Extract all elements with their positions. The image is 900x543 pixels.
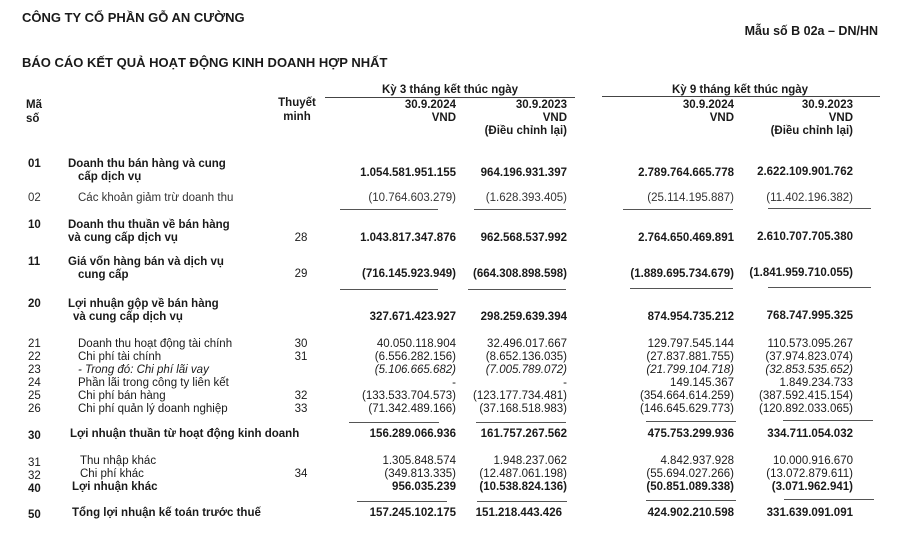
column-adjusted-note: (Điều chỉnh lại)	[770, 125, 853, 137]
row-note: 30	[294, 338, 308, 350]
row-code: 20	[28, 298, 41, 310]
row-code: 40	[28, 483, 41, 495]
value-q3-2024: -	[452, 377, 456, 389]
row-label: Lợi nhuận khác	[72, 481, 158, 493]
row-label	[68, 158, 226, 184]
subtotal-underline	[468, 289, 566, 290]
period-header-3-months: Kỳ 3 tháng kết thúc ngày	[381, 84, 519, 96]
column-header-9m-2023	[771, 99, 853, 138]
subtotal-underline	[768, 287, 871, 288]
column-currency: VND	[828, 112, 853, 124]
value-q3-2023: (8.652.136.035)	[485, 351, 567, 363]
subtotal-underline	[623, 209, 733, 210]
value-q3-2023: (37.168.518.983)	[479, 403, 567, 415]
value-9m-2023: (37.974.823.074)	[765, 351, 853, 363]
subtotal-underline	[783, 420, 873, 421]
row-label: Chi phí tài chính	[78, 351, 162, 363]
company-name: CÔNG TY CỔ PHẦN GỖ AN CƯỜNG	[22, 10, 245, 25]
subtotal-underline	[474, 209, 566, 210]
value-9m-2024: 874.954.735.212	[647, 311, 734, 323]
subtotal-underline	[768, 208, 871, 209]
value-q3-2023: 962.568.537.992	[480, 232, 567, 244]
value-9m-2024: (55.694.027.266)	[646, 468, 734, 480]
column-date: 30.9.2024	[404, 99, 456, 111]
row-code: 23	[28, 364, 41, 376]
row-label	[68, 256, 224, 282]
column-adjusted-note: (Điều chỉnh lại)	[484, 125, 567, 137]
value-q3-2023: (1.628.393.405)	[485, 192, 567, 204]
value-q3-2024: 157.245.102.175	[369, 507, 456, 519]
row-code: 50	[28, 509, 41, 521]
value-9m-2023: (3.071.962.941)	[771, 481, 853, 493]
row-code: 32	[28, 470, 41, 482]
column-date: 30.9.2023	[515, 99, 567, 111]
value-9m-2024: 2.764.650.469.891	[638, 232, 734, 244]
value-9m-2024: (146.645.629.773)	[640, 403, 734, 415]
row-label-line1: Doanh thu thuần về bán hàng	[68, 219, 230, 231]
value-q3-2024: 156.289.066.936	[369, 428, 456, 440]
column-date: 30.9.2024	[682, 99, 734, 111]
value-9m-2023: 10.000.916.670	[773, 455, 853, 467]
row-label-line2: cung cấp	[78, 269, 129, 281]
value-9m-2024: 424.902.210.598	[647, 507, 734, 519]
value-q3-2024: (71.342.489.166)	[368, 403, 456, 415]
row-note: 28	[294, 232, 308, 244]
value-9m-2024: (27.837.881.755)	[646, 351, 734, 363]
value-q3-2024: 1.043.817.347.876	[360, 232, 456, 244]
value-9m-2024: (354.664.614.259)	[640, 390, 734, 402]
row-label-line2: cấp dịch vụ	[78, 171, 142, 183]
row-label: Lợi nhuận thuần từ hoạt động kinh doanh	[70, 428, 300, 440]
value-9m-2023: 110.573.095.267	[767, 338, 853, 350]
row-code: 31	[28, 457, 41, 469]
column-header-note	[276, 96, 318, 124]
row-label: Thu nhập khác	[80, 455, 157, 467]
subtotal-underline	[646, 500, 736, 501]
column-header-9m-2024	[683, 99, 734, 125]
value-q3-2024: (10.764.603.279)	[368, 192, 456, 204]
row-label: Chi phí quản lý doanh nghiệp	[78, 403, 228, 415]
row-label	[68, 219, 230, 245]
row-code: 26	[28, 403, 41, 415]
subtotal-underline	[340, 289, 438, 290]
column-currency: VND	[709, 112, 734, 124]
subtotal-underline	[340, 209, 438, 210]
row-label-line2: và cung cấp dịch vụ	[68, 232, 178, 244]
value-9m-2024: (21.799.104.718)	[646, 364, 734, 376]
value-9m-2023: (120.892.033.065)	[759, 403, 853, 415]
value-9m-2024: (1.889.695.734.679)	[630, 268, 734, 280]
value-9m-2023: 1.849.234.733	[779, 377, 853, 389]
subtotal-underline	[476, 422, 566, 423]
row-label: Các khoản giảm trừ doanh thu	[78, 192, 234, 204]
row-code: 11	[28, 256, 41, 268]
column-date: 30.9.2023	[801, 99, 853, 111]
row-label: Chi phí bán hàng	[78, 390, 166, 402]
value-q3-2024: 956.035.239	[392, 481, 456, 493]
row-label: Phần lãi trong công ty liên kết	[78, 377, 229, 389]
value-q3-2023: (10.538.824.136)	[479, 481, 567, 493]
subtotal-underline	[357, 501, 447, 502]
row-note: 29	[294, 268, 308, 280]
form-code: Mẫu số B 02a – DN/HN	[744, 24, 878, 38]
value-q3-2023: (664.308.898.598)	[473, 268, 567, 280]
column-header-q3-2023	[485, 99, 567, 138]
subtotal-underline	[646, 421, 736, 422]
value-q3-2024: 40.050.118.904	[376, 338, 456, 350]
report-title: BÁO CÁO KẾT QUẢ HOẠT ĐỘNG KINH DOANH HỢP NHẤT	[22, 55, 388, 70]
value-q3-2023: 161.757.267.562	[480, 428, 567, 440]
subtotal-underline	[784, 499, 874, 500]
row-label-line1: Giá vốn hàng bán và dịch vụ	[68, 256, 224, 268]
value-q3-2024: (716.145.923.949)	[362, 268, 456, 280]
value-9m-2023: (11.402.196.382)	[766, 192, 853, 204]
row-note: 32	[294, 390, 308, 402]
value-9m-2023: 2.610.707.705.380	[757, 231, 853, 243]
value-9m-2023: 331.639.091.091	[766, 507, 853, 519]
period-divider	[325, 97, 575, 98]
subtotal-underline	[630, 288, 733, 289]
row-note: 34	[294, 468, 308, 480]
row-note: 31	[294, 351, 308, 363]
value-q3-2023: (12.487.061.198)	[479, 468, 567, 480]
row-label-line1: Doanh thu bán hàng và cung	[68, 158, 226, 170]
value-9m-2024: 2.789.764.665.778	[638, 167, 734, 179]
row-code: 21	[28, 338, 41, 350]
row-label: - Trong đó: Chi phí lãi vay	[78, 364, 209, 376]
row-label: Doanh thu hoạt động tài chính	[78, 338, 233, 350]
value-q3-2024: 1.054.581.951.155	[360, 167, 456, 179]
row-label	[68, 298, 219, 324]
value-q3-2023: (123.177.734.481)	[473, 390, 567, 402]
value-9m-2023: (387.592.415.154)	[759, 390, 853, 402]
row-label: Tổng lợi nhuận kế toán trước thuế	[72, 507, 261, 519]
value-q3-2024: 1.305.848.574	[382, 455, 456, 467]
row-label-line1: Lợi nhuận gộp về bán hàng	[68, 298, 219, 310]
value-q3-2023: (7.005.789.072)	[485, 364, 567, 376]
value-q3-2024: (133.533.704.573)	[362, 390, 456, 402]
value-q3-2024: 327.671.423.927	[369, 311, 456, 323]
subtotal-underline	[349, 422, 439, 423]
value-9m-2024: 129.797.545.144	[647, 338, 734, 350]
row-code: 01	[28, 158, 41, 170]
value-9m-2024: 475.753.299.936	[647, 428, 734, 440]
value-q3-2024: (5.106.665.682)	[374, 364, 456, 376]
value-9m-2023: (1.841.959.710.055)	[749, 267, 853, 279]
subtotal-underline	[477, 501, 567, 502]
value-q3-2024: (6.556.282.156)	[374, 351, 456, 363]
value-9m-2023: 2.622.109.901.762	[757, 166, 853, 178]
value-9m-2024: (25.114.195.887)	[647, 192, 734, 204]
value-9m-2024: 4.842.937.928	[660, 455, 734, 467]
row-code: 24	[28, 377, 41, 389]
column-header-note-line2: minh	[283, 111, 311, 123]
row-code: 30	[28, 430, 41, 442]
row-note: 33	[294, 403, 308, 415]
row-code: 02	[28, 192, 41, 204]
row-code: 25	[28, 390, 41, 402]
value-q3-2023: 32.496.017.667	[487, 338, 567, 350]
value-9m-2024: (50.851.089.338)	[646, 481, 734, 493]
value-9m-2024: 149.145.367	[670, 377, 734, 389]
column-header-note-line1: Thuyết	[278, 97, 316, 109]
period-divider	[602, 96, 880, 97]
value-9m-2023: 768.747.995.325	[766, 310, 853, 322]
period-header-9-months: Kỳ 9 tháng kết thúc ngày	[671, 84, 809, 96]
value-q3-2023: 151.218.443.426	[475, 507, 562, 519]
row-label: Chi phí khác	[80, 468, 144, 480]
value-q3-2024: (349.813.335)	[384, 468, 456, 480]
value-q3-2023: -	[563, 377, 567, 389]
column-header-code-line2: số	[26, 113, 40, 125]
value-9m-2023: (32.853.535.652)	[765, 364, 853, 376]
column-header-q3-2024	[405, 99, 456, 125]
column-currency: VND	[431, 112, 456, 124]
row-code: 10	[28, 219, 41, 231]
column-currency: VND	[542, 112, 567, 124]
column-header-code	[26, 98, 42, 126]
column-header-code-line1: Mã	[26, 99, 42, 111]
value-9m-2023: (13.072.879.611)	[766, 468, 853, 480]
row-code: 22	[28, 351, 41, 363]
row-label-line2: và cung cấp dịch vụ	[73, 311, 183, 323]
value-q3-2023: 1.948.237.062	[493, 455, 567, 467]
value-q3-2023: 964.196.931.397	[480, 167, 567, 179]
value-9m-2023: 334.711.054.032	[767, 428, 853, 440]
value-q3-2023: 298.259.639.394	[480, 311, 567, 323]
